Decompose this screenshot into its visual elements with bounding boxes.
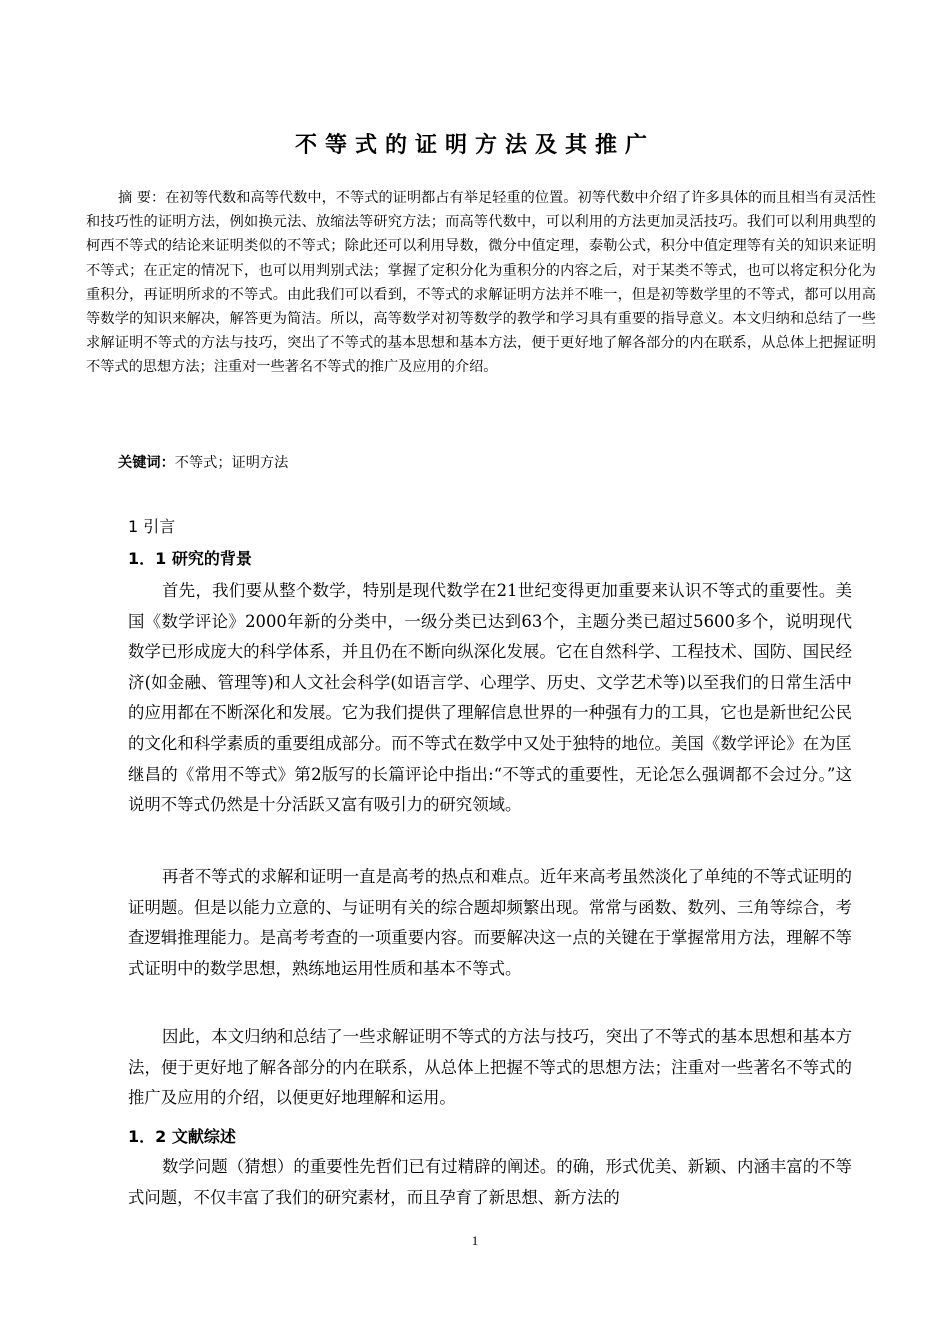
section-heading-intro: 1 引言 [128,517,176,536]
page-number: 1 [471,1233,479,1248]
keywords [118,452,288,472]
paragraph: 首先，我们要从整个数学，特别是现代数学在21世纪变得更加重要来认识不等式的重要性。美国《数学评论》2000年新的分类中，一级分类已达到63个，主题分类已超过5600多个，说明现代数学已形成庞大的科学体系，并且仍在不断向纵深化发展。它在自然科学、工程技术、国防、国民经济(如金融、管理等)和人文社会科学(如语言学、心理学、历史、文学艺术等)以至我们的日常生活中的应用都在不断深化和发展。它为我们提供了理解信息世界的一种强有力的工具，它也是新世纪公民的文化和科学素质的重要组成部分。而不等式在数学中又处于独特的地位。美国《数学评论》在为匡继昌的《常用不等式》第2版写的长篇评论中指出:“不等式的重要性，无论怎么强调都不会过分。”这说明不等式仍然是十分活跃又富有吸引力的研究领域。 [128,581,852,815]
abstract: 摘 要：在初等代数和高等代数中，不等式的证明都占有举足轻重的位置。初等代数中介绍了许多具体的而且相当有灵活性和技巧性的证明方法，例如换元法、放缩法等研究方法；而高等代数中，可以利用的方法更加灵活技巧。我们可以利用典型的柯西不等式的结论来证明类似的不等式；除此还可以利用导数，微分中值定理，泰勒公式，积分中值定理等有关的知识来证明不等式；在正定的情况下，也可以用判别式法；掌握了定积分化为重积分的内容之后，对于某类不等式，也可以将定积分化为重积分，再证明所求的不等式。由此我们可以看到，不等式的求解证明方法并不唯一，但是初等数学里的不等式，都可以用高等数学的知识来解决，解答更为简洁。所以，高等数学对初等数学的教学和学习具有重要的指导意义。本文归纳和总结了一些求解证明不等式的方法与技巧，突出了不等式的基本思想和基本方法，便于更好地了解各部分的内在联系，从总体上把握证明不等式的思想方法；注重对一些著名不等式的推广及应用的介绍。 [86,190,876,376]
keywords-value: 不等式；证明方法 [174,455,289,471]
paragraph: 因此，本文归纳和总结了一些求解证明不等式的方法与技巧，突出了不等式的基本思想和基本方法，便于更好地了解各部分的内在联系，从总体上把握不等式的思想方法；注重对一些著名不等式的推广及应用的介绍，以便更好地理解和运用。 [128,1027,852,1108]
keywords-label: 关键词： [118,455,175,471]
paragraph: 再者不等式的求解和证明一直是高考的热点和难点。近年来高考虽然淡化了单纯的不等式证明的证明题。但是以能力立意的、与证明有关的综合题却频繁出现。常常与函数、数列、三角等综合，考查逻辑推理能力。是高考考查的一项重要内容。而要解决这一点的关键在于掌握常用方法，理解不等式证明中的数学思想，熟练地运用性质和基本不等式。 [128,867,852,978]
subsection-heading-literature: 1．2 文献综述 [128,1127,236,1146]
document-title: 不等式的证明方法及其推广 [294,133,655,158]
subsection-heading-background: 1．1 研究的背景 [128,549,252,568]
paragraph: 数学问题（猜想）的重要性先哲们已有过精辟的阐述。的确，形式优美、新颖、内涵丰富的不等式问题，不仅丰富了我们的研究素材，而且孕育了新思想、新方法的 [128,1157,852,1207]
